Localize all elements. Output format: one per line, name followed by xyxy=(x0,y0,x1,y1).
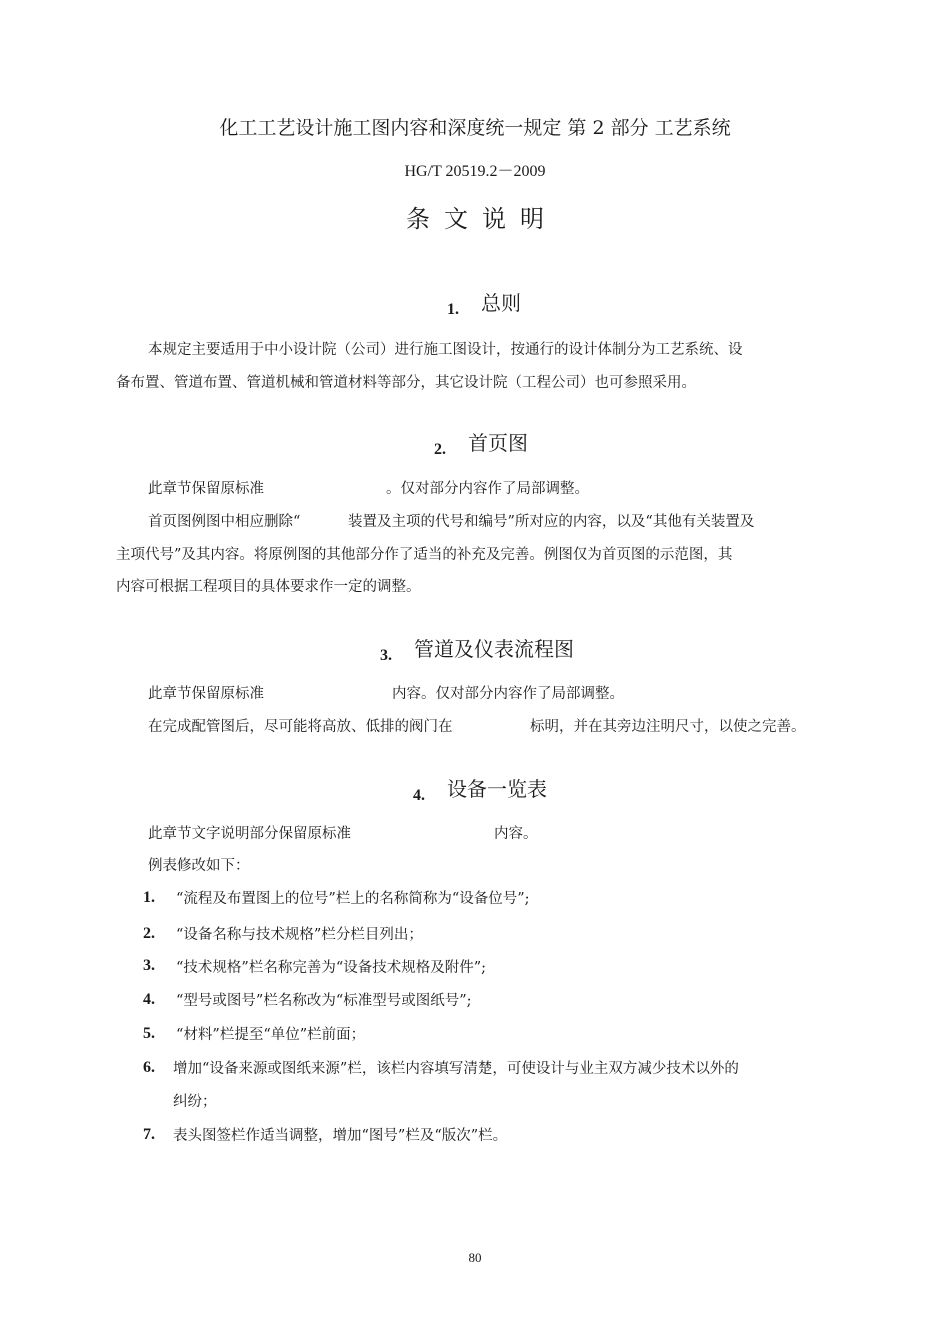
list-number: 7. xyxy=(143,1126,155,1143)
paragraph-line: 内容可根据工程项目的具体要求作一定的调整。 xyxy=(116,579,421,595)
paragraph-line: 内容。仅对部分内容作了局部调整。 xyxy=(392,686,624,702)
paragraph-line: 在完成配管图后，尽可能将高放、低排的阀门在 xyxy=(148,719,453,735)
section-number: 3. xyxy=(380,647,392,664)
list-item-text: “流程及布置图上的位号”栏上的名称简称为“设备位号”; xyxy=(176,891,530,907)
list-number: 6. xyxy=(143,1059,155,1076)
list-item-text: “型号或图号”栏名称改为“标准型号或图纸号”; xyxy=(176,993,472,1009)
list-item xyxy=(143,1124,155,1144)
paragraph-line: 内容。 xyxy=(494,826,538,842)
list-item xyxy=(143,955,155,975)
list-item xyxy=(143,887,155,907)
paragraph-line: 此章节文字说明部分保留原标准 xyxy=(148,826,351,842)
section-heading-4 xyxy=(413,773,547,802)
paragraph-line: 本规定主要适用于中小设计院（公司）进行施工图设计，按通行的设计体制分为工艺系统、设 xyxy=(148,342,743,358)
section-number: 1. xyxy=(447,301,459,318)
section-title: 设备一览表 xyxy=(447,777,547,801)
list-item xyxy=(143,1023,155,1043)
list-item-text: 增加“设备来源或图纸来源”栏，该栏内容填写清楚，可使设计与业主双方减少技术以外的 xyxy=(173,1061,739,1077)
standard-code: HG/T 20519.2－2009 xyxy=(404,163,546,180)
document-title: 化工工艺设计施工图内容和深度统一规定 第 2 部分 工艺系统 xyxy=(219,117,731,139)
document-subtitle: 条文说明 xyxy=(406,205,558,233)
paragraph-line: 备布置、管道布置、管道机械和管道材料等部分，其它设计院（工程公司）也可参照采用。 xyxy=(116,375,696,391)
paragraph-line: 此章节保留原标准 xyxy=(148,686,264,702)
page-number: 80 xyxy=(468,1250,482,1265)
section-title: 总则 xyxy=(481,291,521,315)
list-number: 1. xyxy=(143,889,155,906)
list-item-text: 表头图签栏作适当调整，增加“图号”栏及“版次”栏。 xyxy=(173,1128,508,1144)
paragraph-line: 此章节保留原标准 xyxy=(148,481,264,497)
list-item xyxy=(143,923,155,943)
section-number: 2. xyxy=(434,441,446,458)
paragraph-line: 。仅对部分内容作了局部调整。 xyxy=(386,481,589,497)
paragraph-line: 例表修改如下： xyxy=(148,858,250,874)
list-item xyxy=(143,1057,155,1077)
section-heading-3 xyxy=(380,633,574,662)
paragraph-line: 主项代号”及其内容。将原例图的其他部分作了适当的补充及完善。例图仅为首页图的示范图，其 xyxy=(116,547,733,563)
list-number: 2. xyxy=(143,925,155,942)
section-heading-2 xyxy=(434,427,528,456)
list-number: 3. xyxy=(143,957,155,974)
section-title: 管道及仪表流程图 xyxy=(414,637,574,661)
list-number: 5. xyxy=(143,1025,155,1042)
list-number: 4. xyxy=(143,991,155,1008)
list-item-text: “技术规格”栏名称完善为“设备技术规格及附件”; xyxy=(176,960,487,976)
paragraph-line: 标明，并在其旁边注明尺寸，以使之完善。 xyxy=(530,719,806,735)
section-number: 4. xyxy=(413,787,425,804)
list-item xyxy=(143,989,155,1009)
paragraph-line: 装置及主项的代号和编号”所对应的内容，以及“其他有关装置及 xyxy=(348,514,755,530)
paragraph-line: 首页图例图中相应删除“ xyxy=(148,514,301,530)
section-heading-1 xyxy=(447,287,521,316)
list-item-text: 纠纷； xyxy=(173,1094,217,1110)
list-item-text: “材料”栏提至“单位”栏前面； xyxy=(176,1027,366,1043)
section-title: 首页图 xyxy=(468,431,528,455)
list-item-text: “设备名称与技术规格”栏分栏目列出； xyxy=(176,927,423,943)
